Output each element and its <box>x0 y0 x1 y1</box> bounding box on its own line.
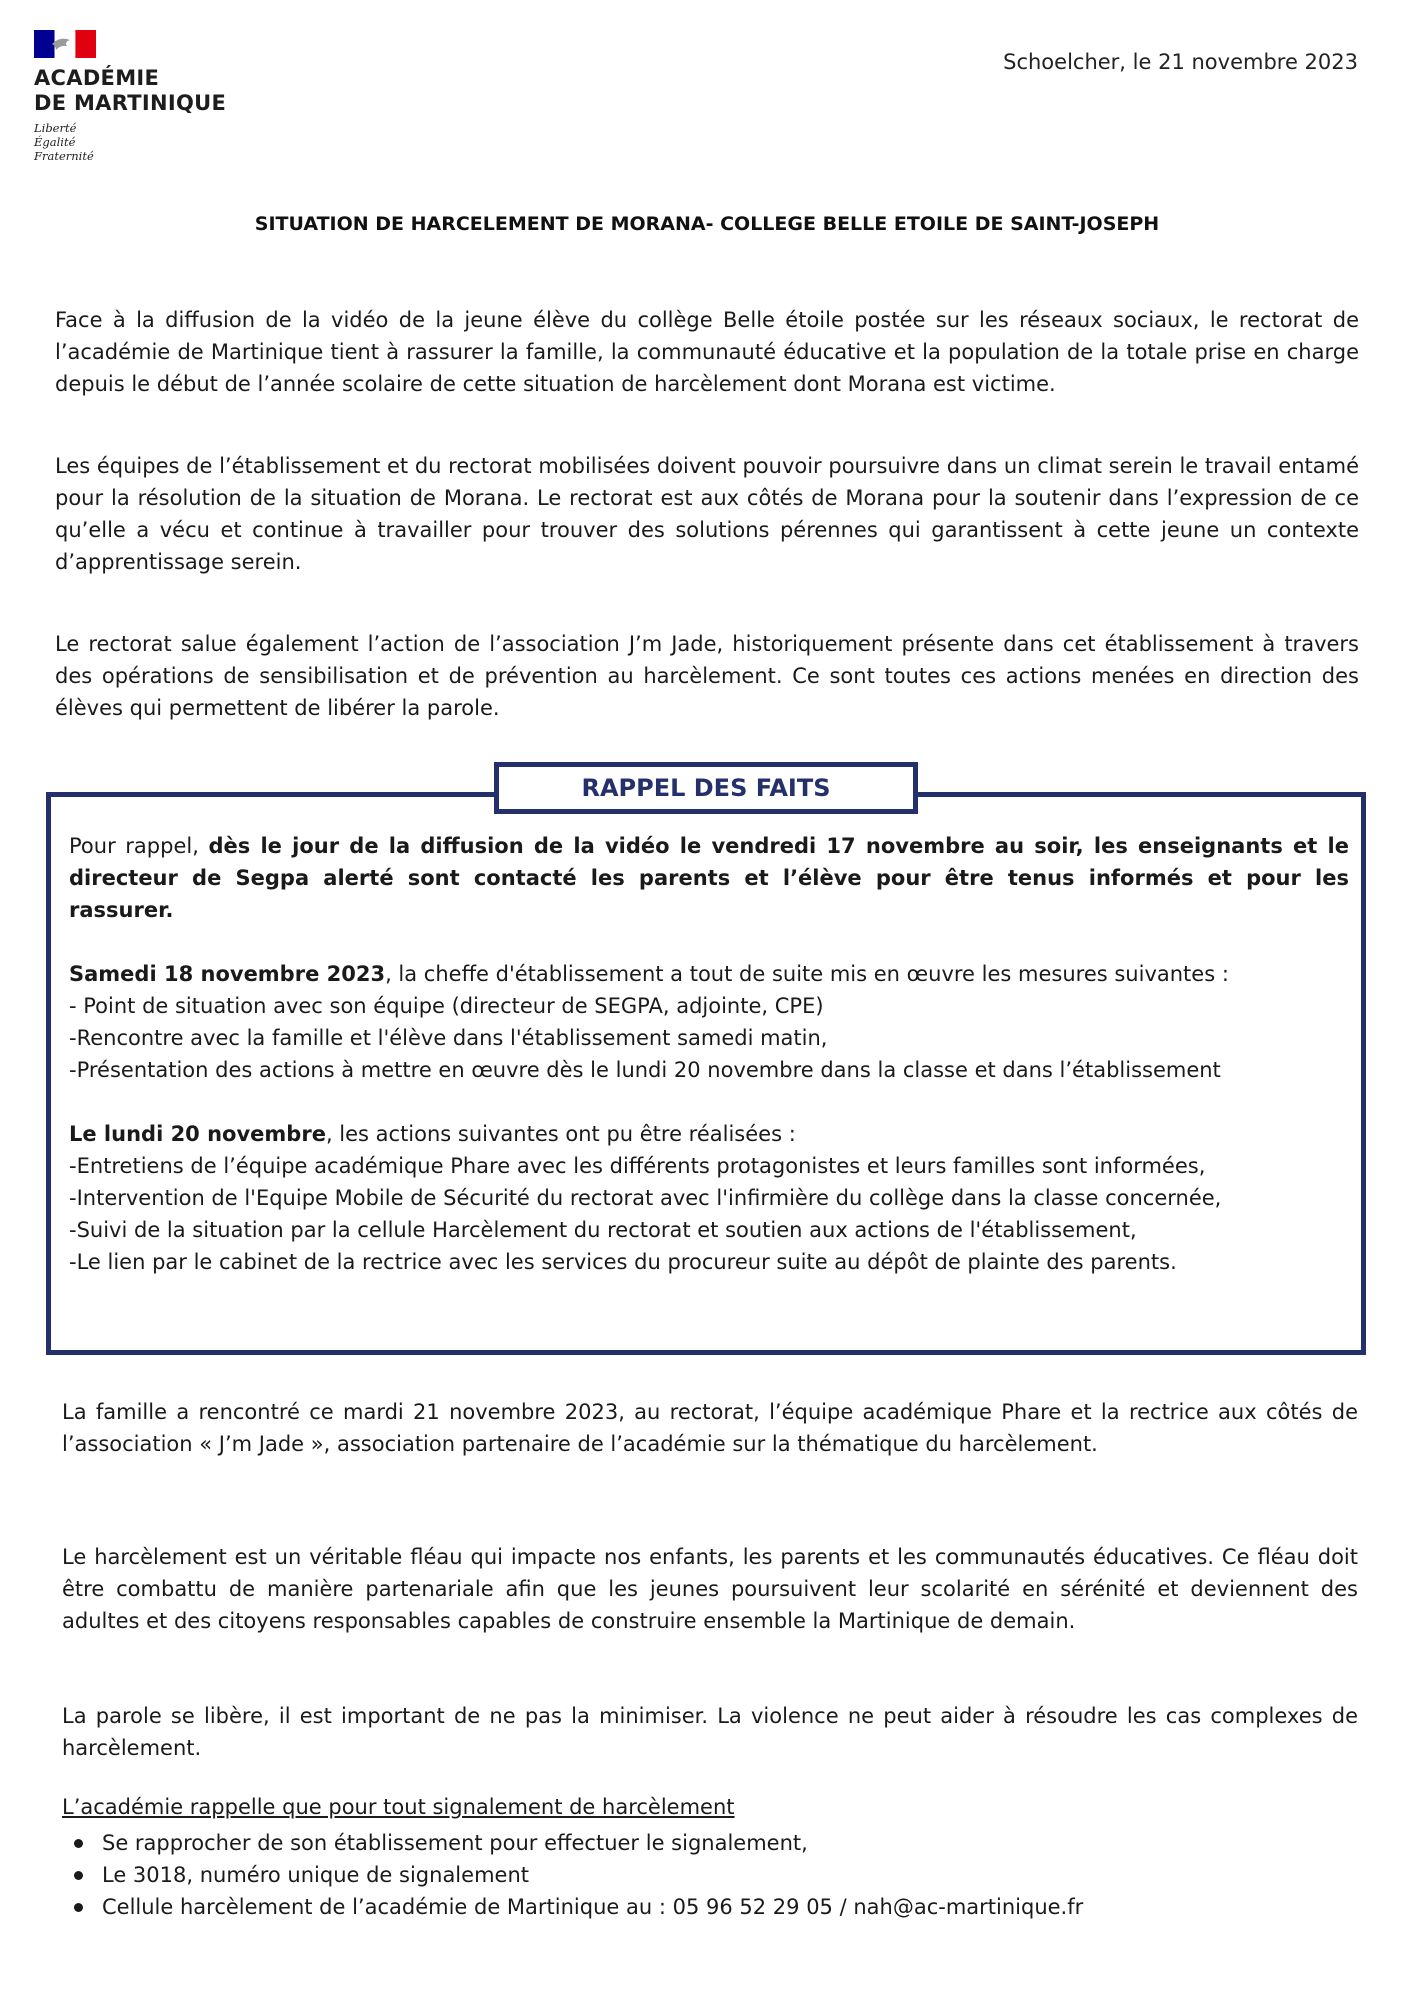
samedi-item: - Point de situation avec son équipe (directeur de SEGPA, adjointe, CPE) <box>69 994 824 1018</box>
facts-box-label: RAPPEL DES FAITS <box>494 762 918 814</box>
list-item-text: Cellule harcèlement de l’académie de Martinique au : 05 96 52 29 05 / nah@ac-martinique.fr <box>102 1895 1084 1919</box>
motto-fraternite: Fraternité <box>34 149 94 163</box>
logo-motto <box>34 121 254 163</box>
lundi-rest: , les actions suivantes ont pu être réalisées : <box>325 1122 796 1146</box>
list-item <box>62 1827 1083 1859</box>
logo-name <box>34 66 254 116</box>
lundi-item: -Suivi de la situation par la cellule Harcèlement du rectorat et soutien aux actions de l'établissement, <box>69 1218 1137 1242</box>
facts-box-content <box>69 830 1349 1278</box>
academie-logo <box>34 30 254 163</box>
bullet-icon <box>74 1903 83 1912</box>
lundi-item: -Le lien par le cabinet de la rectrice avec les services du procureur suite au dépôt de plainte des parents. <box>69 1250 1177 1274</box>
list-item <box>62 1859 1083 1891</box>
samedi-item: -Rencontre avec la famille et l'élève dans l'établissement samedi matin, <box>69 1026 828 1050</box>
rappel-bold-text: dès le jour de la diffusion de la vidéo le vendredi 17 novembre au soir, les enseignants et le directeur de Segpa alerté sont contacté les parents et l’élève pour être tenus informés et pour les rassurer. <box>69 834 1349 922</box>
closing-paragraph-3: La parole se libère, il est important de ne pas la minimiser. La violence ne peut aider à résoudre les cas complexes de harcèlement. <box>62 1704 1358 1760</box>
samedi-date: Samedi 18 novembre 2023 <box>69 962 386 986</box>
bullet-icon <box>74 1871 83 1880</box>
document-date: Schoelcher, le 21 novembre 2023 <box>1003 50 1358 74</box>
reminder-heading: L’académie rappelle que pour tout signalement de harcèlement <box>62 1795 735 1819</box>
reminder-list <box>62 1827 1083 1923</box>
motto-liberte: Liberté <box>34 121 77 135</box>
samedi-intro <box>69 958 1349 990</box>
logo-name-line1: ACADÉMIE <box>34 66 160 90</box>
lundi-date: Le lundi 20 novembre <box>69 1122 326 1146</box>
document-title: SITUATION DE HARCELEMENT DE MORANA- COLLEGE BELLE ETOILE DE SAINT-JOSEPH <box>254 213 1160 235</box>
intro-paragraph-1: Face à la diffusion de la vidéo de la jeune élève du collège Belle étoile postée sur les réseaux sociaux, le rectorat de l’académie de Martinique tient à rassurer la famille, la communauté éducative et la population de la totale prise en charge depuis le début de l’année scolaire de cette situation de harcèlement dont Morana est victime. <box>55 308 1359 396</box>
list-item-text: Se rapprocher de son établissement pour effectuer le signalement, <box>102 1831 808 1855</box>
samedi-rest: , la cheffe d'établissement a tout de suite mis en œuvre les mesures suivantes : <box>385 962 1229 986</box>
intro-paragraph-2: Les équipes de l’établissement et du rectorat mobilisées doivent pouvoir poursuivre dans un climat serein le travail entamé pour la résolution de la situation de Morana. Le rectorat est aux côtés de Morana pour la soutenir dans l’expression de ce qu’elle a vécu et continue à travailler pour trouver des solutions pérennes qui garantissent à cette jeune un contexte d’apprentissage serein. <box>55 454 1359 574</box>
rappel-paragraph <box>69 830 1349 926</box>
logo-name-line2: DE MARTINIQUE <box>34 91 227 115</box>
list-item-text: Le 3018, numéro unique de signalement <box>102 1863 529 1887</box>
lundi-item: -Entretiens de l’équipe académique Phare avec les différents protagonistes et leurs familles sont informées, <box>69 1154 1206 1178</box>
samedi-item: -Présentation des actions à mettre en œuvre dès le lundi 20 novembre dans la classe et dans l’établissement <box>69 1058 1221 1082</box>
motto-egalite: Égalité <box>34 135 76 149</box>
list-item <box>62 1891 1083 1923</box>
intro-paragraph-3: Le rectorat salue également l’action de l’association J’m Jade, historiquement présente dans cet établissement à travers des opérations de sensibilisation et de prévention au harcèlement. Ce sont toutes ces actions menées en direction des élèves qui permettent de libérer la parole. <box>55 632 1359 720</box>
lundi-intro <box>69 1118 1349 1150</box>
bullet-icon <box>74 1839 83 1848</box>
rappel-prefix: Pour rappel, <box>69 834 209 858</box>
closing-paragraph-2: Le harcèlement est un véritable fléau qui impacte nos enfants, les parents et les communautés éducatives. Ce fléau doit être combattu de manière partenariale afin que les jeunes poursuivent leur scolarité en sérénité et deviennent des adultes et des citoyens responsables capables de construire ensemble la Martinique de demain. <box>62 1545 1358 1633</box>
lundi-item: -Intervention de l'Equipe Mobile de Sécurité du rectorat avec l'infirmière du collège dans la classe concernée, <box>69 1186 1222 1210</box>
marianne-flag-icon <box>34 30 96 58</box>
closing-paragraph-1: La famille a rencontré ce mardi 21 novembre 2023, au rectorat, l’équipe académique Phare et la rectrice aux côtés de l’association « J’m Jade », association partenaire de l’académie sur la thématique du harcèlement. <box>62 1400 1358 1456</box>
